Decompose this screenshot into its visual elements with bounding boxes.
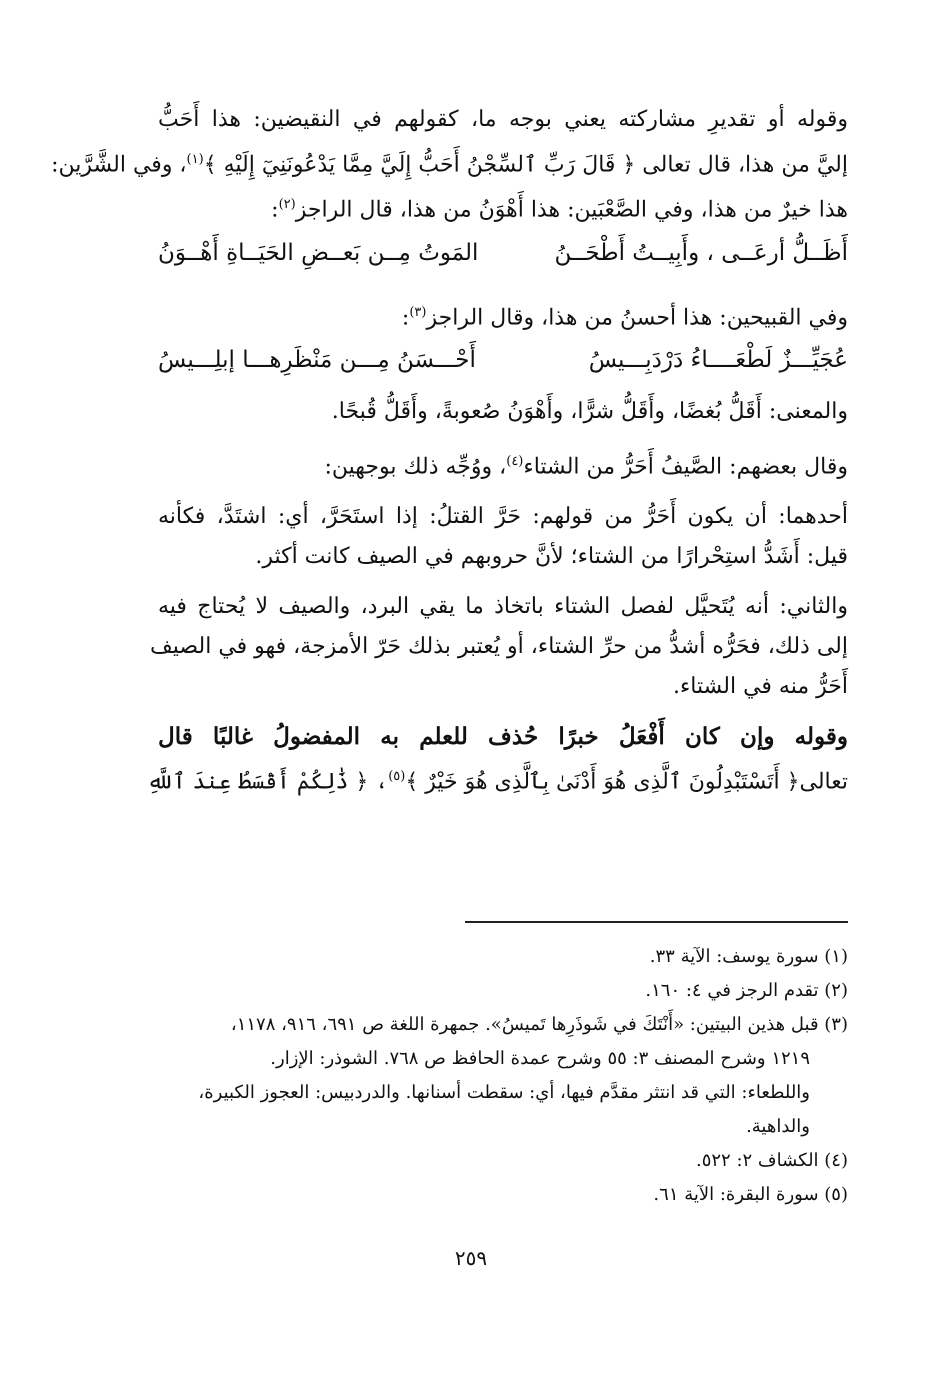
- footnote-ref: (٢): [278, 197, 296, 213]
- text-line: هذا خيرٌ من هذا، وفي الصَّعْبَين: هذا أَهْوَنُ من هذا، قال الراجز$^{(٢)}$:: [271, 197, 848, 223]
- footnote-1: (١) سورة يوسف: الآية ٣٣.: [649, 946, 848, 967]
- footnote-3-continuation: والداهية.: [746, 1116, 810, 1137]
- footnote-3: (٣) قبل هذين البيتين: «أَنْتَكَ في شَوذَرِها تَميسُ». جمهرة اللغة ص ٦٩١، ٩١٦، ١١٧٨،: [230, 1014, 848, 1035]
- main-text: [51, 100, 848, 803]
- text-line: أحدهما: أن يكون أَحَرُّ من قولهم: حَرَّ القتلُ: إذا استَحَرَّ، أي: اشتَدَّ، فكأنه: [158, 504, 848, 530]
- footnotes: [158, 940, 848, 1212]
- footnote-divider: [465, 921, 848, 923]
- text-line: وقال بعضهم: الصَّيفُ أَحَرُّ من الشتاء$^{(٤)}$، ووُجِّه ذلك بوجهين:: [324, 453, 848, 480]
- footnote-3-continuation: واللطعاء: التي قد انتثر مقدَّم فيها، أي: سقطت أسنانها. والدردبيس: العجوز الكبيرة،: [198, 1082, 810, 1103]
- verse-hemistich-right: عُجَيِّـــزٌ لَطْعَــــاءُ دَرْدَبِـــيسُ: [588, 346, 848, 373]
- verse-hemistich-right: أَظَــلُّ أرعَــى ، وأَبِيــتُ أَطْحَــنُ: [554, 239, 848, 266]
- text-line: أَحَرُّ منه في الشتاء.: [672, 674, 848, 700]
- text-line: وقوله أو تقديرِ مشاركته يعني بوجه ما، كقولهم في النقيضين: هذا أَحَبُّ: [158, 107, 848, 132]
- footnote-4: (٤) الكشاف ٢: ٥٢٢.: [695, 1150, 848, 1171]
- text-line: والمعنى: أَقَلُّ بُغضًا، وأَقَلُّ شرًّا، وأَهْوَنُ صُعوبةً، وأَقَلُّ قُبحًا.: [331, 398, 848, 424]
- footnote-5: (٥) سورة البقرة: الآية ٦١.: [653, 1184, 848, 1205]
- verse-hemistich-left: أَحْـــسَنُ مِـــن مَنْظَرِهـــا إبلِـــيسُ: [158, 346, 476, 373]
- footnote-ref: (٤): [506, 453, 524, 469]
- page-number: ٢٥٩: [454, 1246, 488, 1270]
- text-line: والثاني: أنه يُتَحيَّل لفصل الشتاء باتخاذ ما يقي البرد، والصيف لا يُحتاج فيه: [158, 594, 848, 620]
- footnote-ref: (٥): [388, 769, 406, 785]
- text-line: قيل: أَشَدُّ استِحْرارًا من الشتاء؛ لأنَّ حروبهم في الصيف كانت أكثر.: [255, 544, 848, 570]
- footnote-2: (٢) تقدم الرجز في ٤: ١٦٠.: [645, 980, 848, 1001]
- footnote-ref: (١): [186, 152, 204, 167]
- text-line: تعالى﴿ أَتَسْتَبْدِلُونَ ٱلَّذِى هُوَ أَدْنَىٰ بِٱلَّذِى هُوَ خَيْرٌ ﴾$^{(٥)}$، ﴿ ذَٰلِكُمْ أَقْسَطُ عِندَ ٱللَّهِ: [146, 769, 848, 795]
- footnote-ref: (٣): [409, 304, 427, 320]
- poem-verse: [158, 231, 848, 275]
- text-line: إليَّ من هذا، قال تعالى ﴿ قَالَ رَبِّ ٱلسِّجْنُ أَحَبُّ إِلَيَّ مِمَّا يَدْعُونَنِيٓ إِلَيْهِ ﴾$^{(١)}$، وفي الشَّرَّين:: [51, 152, 848, 178]
- verse-hemistich-left: المَوتُ مِــن بَعــضِ الحَيَــاةِ أَهْــوَنُ: [158, 239, 479, 266]
- poem-verse: [158, 338, 848, 382]
- text-line: وقوله وإن كان أَفْعَلُ خبرًا حُذف للعلم به المفضولُ غالبًا قال: [158, 723, 848, 751]
- text-line: إلى ذلك، فحَرُّه أشدُّ من حرِّ الشتاء، أو يُعتبر بذلك حَرّ الأمزجة، فهو في الصيف: [150, 634, 848, 660]
- footnote-3-continuation: ١٢١٩ وشرح المصنف ٣: ٥٥ وشرح عمدة الحافظ ص ٧٦٨. الشوذر: الإزار.: [270, 1048, 810, 1069]
- text-line: وفي القبيحين: هذا أحسنُ من هذا، وقال الراجز$^{(٣)}$:: [401, 304, 848, 330]
